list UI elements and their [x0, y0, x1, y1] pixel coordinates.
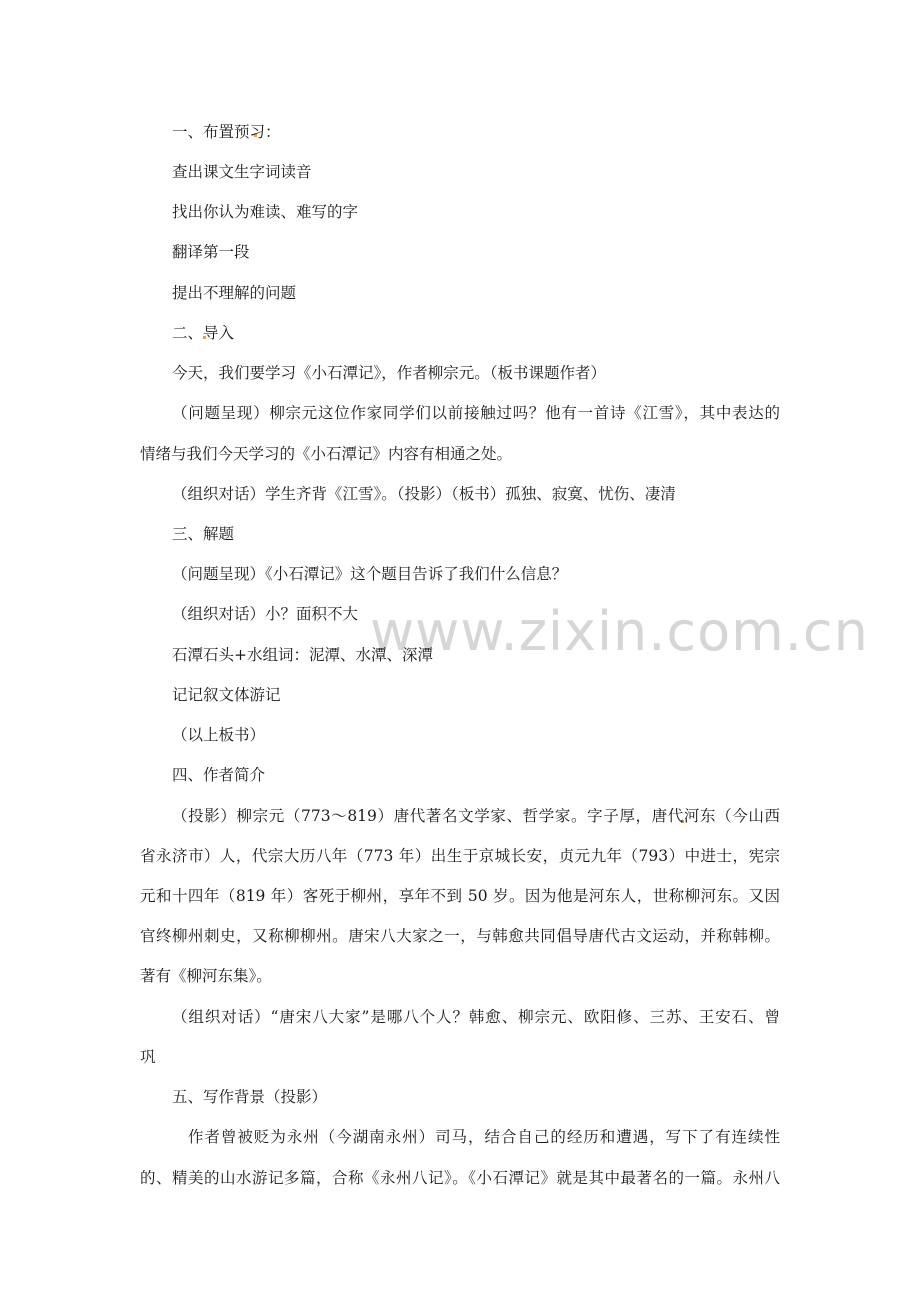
- paragraph: （以上板书）: [172, 726, 266, 744]
- paragraph: （组织对话）小？面积不大: [172, 605, 359, 623]
- paragraph-line: 省永济市）人，代宗大历八年（773 年）出生于京城长安，贞元九年（793）中进士，宪宗: [140, 847, 780, 865]
- section-heading-background: 五、写作背景（投影）: [172, 1088, 328, 1106]
- paragraph-line: （组织对话）“唐宋八大家”是哪八个人？韩愈、柳宗元、欧阳修、三苏、王安石、曾: [172, 1008, 780, 1026]
- paragraph: 记记叙文体游记: [172, 686, 281, 704]
- section-heading-intro: 二、导入: [172, 324, 235, 342]
- preview-item: 查出课文生字词读音: [172, 163, 312, 181]
- paragraph-line: 著有《柳河东集》。: [140, 967, 272, 985]
- section-heading-title-analysis: 三、解题: [172, 525, 235, 543]
- paragraph-line: 作者曾被贬为永州（今湖南永州）司马，结合自己的经历和遭遇，写下了有连续性: [188, 1128, 780, 1146]
- paragraph: 石潭石头+水组词：泥潭、水潭、深潭: [172, 646, 433, 664]
- paragraph-line: 巩: [140, 1048, 156, 1066]
- preview-item: 翻译第一段: [172, 243, 250, 261]
- paragraph-line: （问题呈现）柳宗元这位作家同学们以前接触过吗？他有一首诗《江雪》，其中表达的: [172, 404, 780, 422]
- paragraph: （组织对话）学生齐背《江雪》。（投影）（板书）孤独、寂寞、忧伤、凄清: [172, 485, 676, 503]
- preview-item: 提出不理解的问题: [172, 284, 297, 302]
- paragraph-line: 的、精美的山水游记多篇，合称《永州八记》。《小石潭记》就是其中最著名的一篇。永州八: [140, 1169, 780, 1187]
- paragraph: 今天，我们要学习《小石潭记》，作者柳宗元。（板书课题作者）: [172, 364, 607, 382]
- paragraph-line: 官终柳州刺史，又称柳柳州。唐宋八大家之一，与韩愈共同倡导唐代古文运动，并称韩柳。: [140, 927, 780, 945]
- paragraph-line: 情绪与我们今天学习的《小石潭记》内容有相通之处。: [140, 445, 513, 463]
- paragraph-line: （投影）柳宗元（773～819）唐代著名文学家、哲学家。字子厚，唐代河东（今山西: [172, 807, 780, 825]
- preview-item: 找出你认为难读、难写的字: [172, 203, 359, 221]
- paragraph-line: 元和十四年（819 年）客死于柳州，享年不到 50 岁。因为他是河东人，世称柳河东。又因: [140, 887, 780, 905]
- watermark: www.zixin.com.cn: [370, 600, 869, 663]
- section-heading-preview: 一、布置预习：: [172, 123, 281, 141]
- paragraph: （问题呈现）《小石潭记》这个题目告诉了我们什么信息？: [172, 565, 568, 583]
- section-heading-author: 四、作者简介: [172, 766, 266, 784]
